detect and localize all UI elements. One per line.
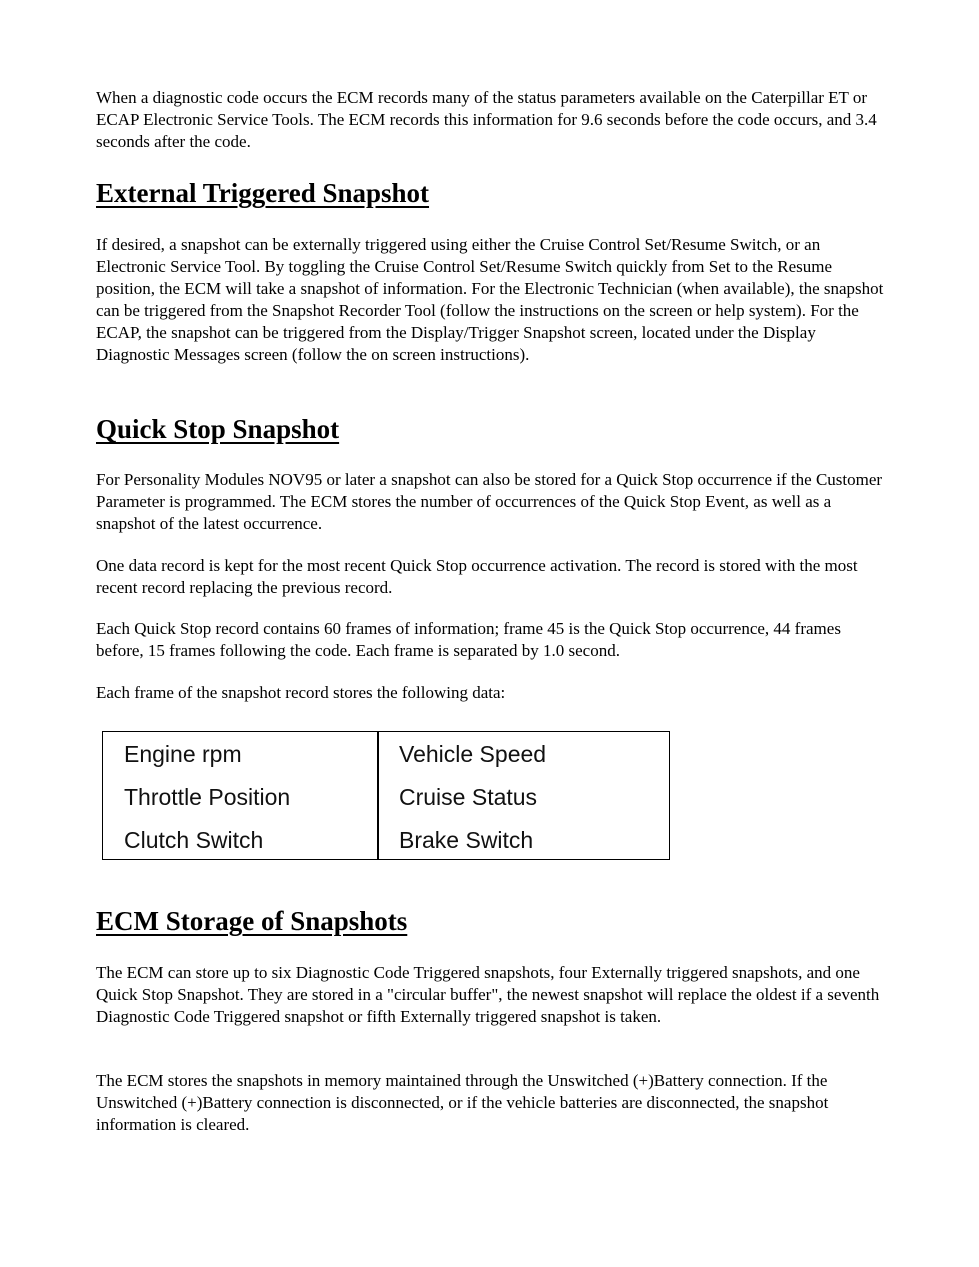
table-cell-engine-rpm: Engine rpm [124,741,242,767]
table-cell-vehicle-speed: Vehicle Speed [399,741,547,767]
external-snapshot-heading: External Triggered Snapshot [96,178,430,208]
table-cell-throttle-position: Throttle Position [124,784,291,810]
external-snapshot-paragraph: If desired, a snapshot can be externally triggered using either the Cruise Control Set/Resume Switch, or an Electronic Service Tool. By toggling the Cruise Control Set/Resume Switch quickly from Set to the Resume position, the ECM will take a snapshot of information. For the Electronic Technician (when available), the snapshot can be triggered from the Snapshot Recorder Tool (follow the instructions on the screen or help system). For the ECAP, the snapshot can be triggered from the Display/Trigger Snapshot screen, located under the Display Diagnostic Messages screen (follow the on screen instructions). [96,235,884,364]
table-cell-clutch-switch: Clutch Switch [124,827,264,853]
storage-heading: ECM Storage of Snapshots [96,906,408,936]
quick-stop-paragraph-2: One data record is kept for the most recent Quick Stop occurrence activation. The record is stored with the most recent record replacing the previous record. [96,556,858,597]
table-divider [377,732,379,859]
quick-stop-paragraph-1: For Personality Modules NOV95 or later a snapshot can also be stored for a Quick Stop occurrence if the Customer Parameter is programmed. The ECM stores the number of occurrences of the Quick Stop Event, as well as a snapshot of the latest occurrence. [96,470,883,533]
quick-stop-heading: Quick Stop Snapshot [96,414,340,444]
quick-stop-paragraph-3: Each Quick Stop record contains 60 frames of information; frame 45 is the Quick Stop occurrence, 44 frames before, 15 frames following the code. Each frame is separated by 1.0 second. [96,619,841,660]
storage-paragraph-2: The ECM stores the snapshots in memory maintained through the Unswitched (+)Battery connection. If the Unswitched (+)Battery connection is disconnected, or if the vehicle batteries are disconnected, the snapshot information is cleared. [96,1071,829,1134]
storage-paragraph-1: The ECM can store up to six Diagnostic Code Triggered snapshots, four Externally triggered snapshots, and one Quick Stop Snapshot. They are stored in a "circular buffer", the newest snapshot will replace the oldest if a seventh Diagnostic Code Triggered snapshot or fifth Externally triggered snapshot is taken. [96,963,880,1026]
intro-paragraph: When a diagnostic code occurs the ECM records many of the status parameters available on the Caterpillar ET or ECAP Electronic Service Tools. The ECM records this information for 9.6 seconds before the code occurs, and 3.4 seconds after the code. [96,88,877,151]
quick-stop-paragraph-4: Each frame of the snapshot record stores the following data: [96,683,506,702]
table-cell-brake-switch: Brake Switch [399,827,534,853]
snapshot-data-table [102,731,670,860]
table-cell-cruise-status: Cruise Status [399,784,538,810]
